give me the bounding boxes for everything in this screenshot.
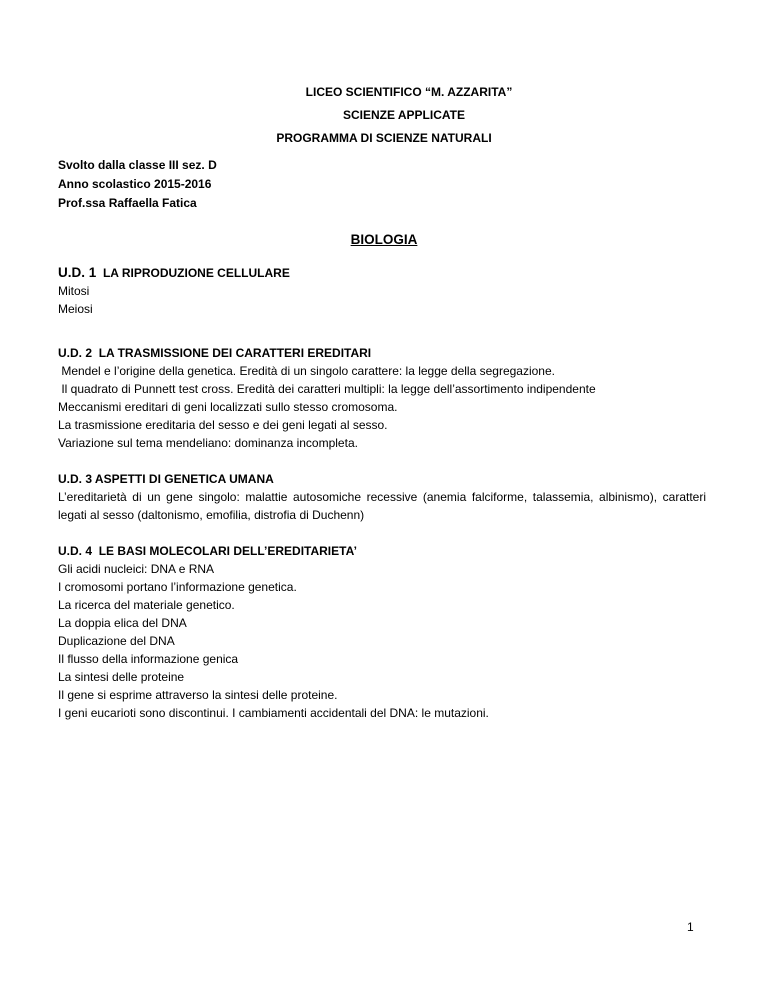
unit-heading bbox=[58, 344, 706, 362]
unit-line: Mitosi bbox=[58, 284, 90, 298]
unit-2 bbox=[58, 344, 706, 452]
unit-line: La sintesi delle proteine bbox=[58, 670, 185, 684]
class-line: Svolto dalla classe III sez. D bbox=[58, 158, 217, 172]
unit-heading bbox=[58, 470, 706, 488]
unit-line: I geni eucarioti sono discontinui. I cambiamenti accidentali del DNA: le mutazioni. bbox=[58, 706, 489, 720]
unit-heading bbox=[58, 264, 706, 282]
school-name: LICEO SCIENTIFICO “M. AZZARITA” bbox=[305, 85, 513, 99]
unit-code: U.D. 2 bbox=[58, 346, 93, 360]
unit-code: U.D. 4 bbox=[58, 544, 93, 558]
unit-4 bbox=[58, 542, 706, 722]
unit-line: Il gene si esprime attraverso la sintesi delle proteine. bbox=[58, 688, 338, 702]
unit-title: LE BASI MOLECOLARI DELL’EREDITARIETA’ bbox=[98, 544, 357, 558]
unit-line: Duplicazione del DNA bbox=[58, 634, 175, 648]
page-number: 1 bbox=[687, 920, 694, 934]
unit-line: Il quadrato di Punnett test cross. Eredità dei caratteri multipli: la legge dell’assortimento indipendente bbox=[58, 382, 596, 396]
unit-line: Il flusso della informazione genica bbox=[58, 652, 239, 666]
unit-title: ASPETTI DI GENETICA UMANA bbox=[94, 472, 274, 486]
unit-line: La ricerca del materiale genetico. bbox=[58, 598, 235, 612]
unit-line: Meiosi bbox=[58, 302, 93, 316]
unit-line: Gli acidi nucleici: DNA e RNA bbox=[58, 562, 215, 576]
unit-heading bbox=[58, 542, 706, 560]
program-title: PROGRAMMA DI SCIENZE NATURALI bbox=[276, 131, 492, 145]
unit-1 bbox=[58, 264, 706, 318]
unit-line: La doppia elica del DNA bbox=[58, 616, 187, 630]
program-meta bbox=[58, 156, 217, 213]
unit-3 bbox=[58, 470, 706, 524]
unit-line: Variazione sul tema mendeliano: dominanza incompleta. bbox=[58, 436, 358, 450]
unit-code: U.D. 3 bbox=[58, 472, 93, 486]
section-title: BIOLOGIA bbox=[350, 232, 418, 247]
unit-code: U.D. 1 bbox=[58, 265, 97, 280]
year-line: Anno scolastico 2015-2016 bbox=[58, 177, 212, 191]
unit-line: I cromosomi portano l’informazione genetica. bbox=[58, 580, 297, 594]
track-name: SCIENZE APPLICATE bbox=[342, 108, 465, 122]
unit-line: Meccanismi ereditari di geni localizzati sullo stesso cromosoma. bbox=[58, 400, 398, 414]
unit-title: LA TRASMISSIONE DEI CARATTERI EREDITARI bbox=[98, 346, 372, 360]
unit-title: LA RIPRODUZIONE CELLULARE bbox=[102, 266, 290, 280]
unit-paragraph: L’ereditarietà di un gene singolo: malattie autosomiche recessive (anemia falciforme, talassemia, albinismo), caratteri legati al sesso (daltonismo, emofilia, distrofia di Duchenn) bbox=[58, 490, 706, 522]
teacher-line: Prof.ssa Raffaella Fatica bbox=[58, 196, 197, 210]
unit-line: La trasmissione ereditaria del sesso e dei geni legati al sesso. bbox=[58, 418, 388, 432]
unit-line: Mendel e l’origine della genetica. Eredità di un singolo carattere: la legge della segregazione. bbox=[58, 364, 555, 378]
